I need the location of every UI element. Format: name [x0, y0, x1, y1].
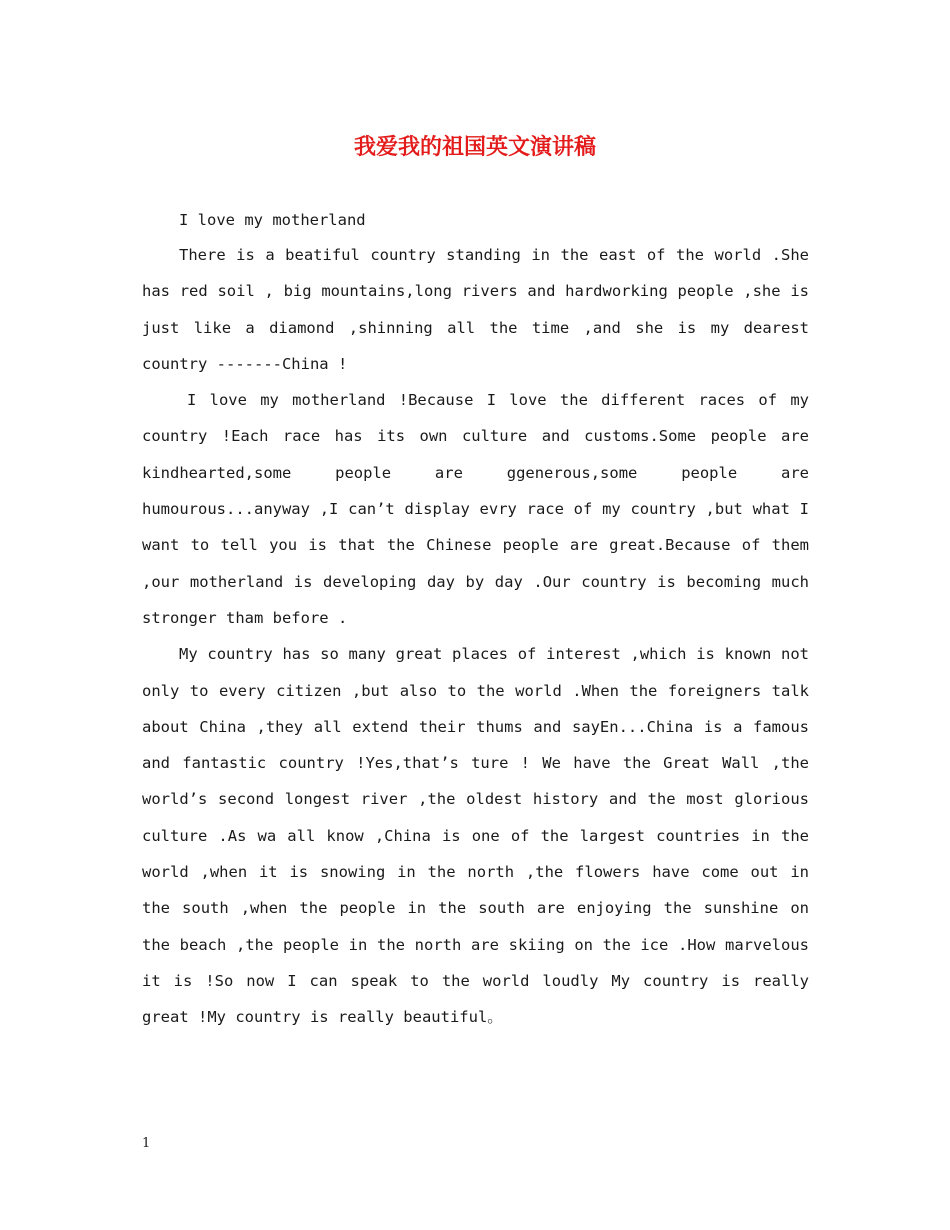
paragraph-1: There is a beatiful country standing in the east of the world .She has red soil , big mountains,long rivers and hardworking people ,she is just like a diamond ,shinning all the time ,and she is my dearest country -------China !: [142, 246, 809, 373]
speech-heading: I love my motherland: [179, 211, 366, 229]
document-body: [142, 203, 809, 1036]
page-number: 1: [142, 1136, 151, 1151]
paragraph-3: My country has so many great places of interest ,which is known not only to every citizen ,but also to the world .When the foreigners talk about China ,they all extend their thums and sayEn...China is a famous and fantastic country !Yes,that’s ture ! We have the Great Wall ,the world’s second longest river ,the oldest history and the most glorious culture .As wa all know ,China is one of the largest countries in the world ,when it is snowing in the north ,the flowers have come out in the south ,when the people in the south are enjoying the sunshine on the beach ,the people in the north are skiing on the ice .How marvelous it is !So now I can speak to the world loudly My country is really great !My country is really beautiful。: [142, 645, 809, 1027]
document-title: 我爱我的祖国英文演讲稿: [353, 134, 596, 160]
paragraph-2: I love my motherland !Because I love the different races of my country !Each race has its own culture and customs.Some people are kindhearted,some people are ggenerous,some people are humourous...anyway ,I can’t display evry race of my country ,but what I want to tell you is that the Chinese people are great.Because of them ,our motherland is developing day by day .Our country is becoming much stronger tham before .: [142, 391, 809, 627]
